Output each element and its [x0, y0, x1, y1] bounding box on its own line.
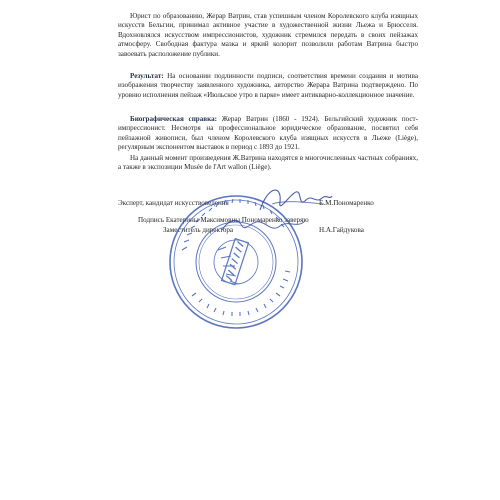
deputy-name: Н.А.Гайдукова [319, 226, 364, 234]
intro-paragraph [118, 12, 418, 59]
result-label: Результат: [130, 72, 164, 80]
result-paragraph [118, 72, 418, 100]
biography-paragraph [118, 115, 418, 153]
expert-title: Эксперт, кандидат искусствоведения [118, 199, 229, 207]
location-text: На данный момент произведения Ж.Ватрина находятся в многочисленных частных собраниях, а также в экспозиции Musée de l'Art wallon (Liège). [118, 154, 418, 172]
deputy-signature-icon [218, 210, 308, 240]
location-paragraph [118, 154, 418, 173]
biography-text: Жерар Ватрин (1860 - 1924). Бельгийский художник пост-импрессионист. Несмотря на профессиональное юридическое образование, посвятил себя пейзажной живописи, был членом Королевского клуба изящных искусств в Льеже (Liège), регулярным экспонентом выставок в период с 1893 до 1921. [118, 115, 418, 152]
expert-name: Е.М.Пономаренко [319, 199, 374, 207]
intro-text: Юрист по образованию, Жерар Ватрин, став успешным членом Королевского клуба изящных искусств Бельгии, принимал активное участие в художественной жизни Льежа и Брюсселя. Вдохновлялся искусством импрессионистов, художник стремился передать в своих пейзажах атмосферу. Свободная фактура мазка и яркий колорит позволили работам Ватрина быстро завоевать расположение публики. [118, 12, 418, 58]
signature-confirmation: Подпись Екатерины Максимовны Пономаренко заверяю [138, 216, 309, 224]
result-text: На основании подлинности подписи, соответствия времени создания и мотива изображения творчеству заявленного художника, авторство Жерара Ватрина подтверждено. По уровню исполнения пейзаж «Июльское утро в парке» имеет антикварно-коллекционное значение. [118, 72, 418, 99]
biography-label: Биографическая справка: [130, 115, 218, 123]
deputy-title: Заместитель директора [163, 226, 234, 234]
